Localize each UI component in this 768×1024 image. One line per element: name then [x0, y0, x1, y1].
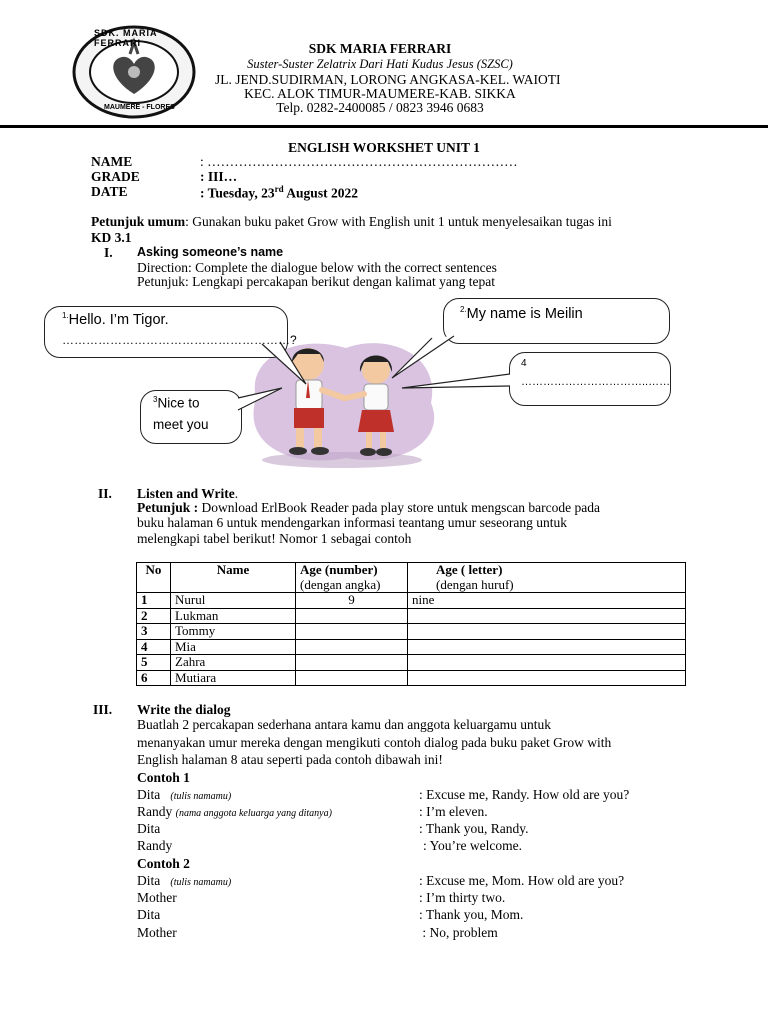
bubble-3-tail: [236, 386, 286, 416]
section-3-line-1: Buatlah 2 percakapan sederhana antara kamu dan anggota keluargamu untuk: [137, 717, 551, 732]
age-letter-cell[interactable]: [408, 608, 686, 624]
section-3-line-2: menanyakan umur mereka dengan mengikuti contoh dialog pada buku paket Grow with: [137, 735, 612, 750]
bubble-4-number: 4: [521, 358, 527, 369]
school-logo: [70, 24, 198, 120]
bubble-2-line-1: $^{2.}$My name is Meilin: [460, 305, 583, 322]
age-number-cell[interactable]: [296, 670, 408, 686]
section-1-title: Asking someone’s name: [137, 245, 284, 259]
age-letter-cell[interactable]: [408, 655, 686, 671]
grade-label: GRADE: [91, 169, 140, 184]
section-2-line-2: buku halaman 6 untuk mendengarkan informasi teantang umur seseorang untuk: [137, 515, 568, 530]
date-label: DATE: [91, 184, 128, 199]
age-number-cell[interactable]: [296, 608, 408, 624]
bubble-4-tail: [400, 372, 512, 392]
section-1-number: I.: [104, 245, 113, 260]
contoh-1-title: Contoh 1: [137, 770, 190, 785]
dialog-line: : Thank you, Randy.: [419, 821, 529, 836]
age-letter-cell[interactable]: [408, 639, 686, 655]
subheader-age-letter: (dengan huruf): [408, 578, 686, 593]
grade-value: : III…: [200, 169, 238, 184]
age-number-cell[interactable]: [296, 655, 408, 671]
age-number-cell[interactable]: [296, 639, 408, 655]
subheader-age-number: (dengan angka): [296, 578, 408, 593]
header-name: Name: [171, 563, 296, 578]
dialog-line: : Excuse me, Mom. How old are you?: [419, 873, 625, 888]
table-row: 4 Mia: [137, 639, 686, 655]
table-header-row: [137, 563, 686, 578]
bubble-1-line-1: $^{1.}$Hello. I’m Tigor.: [62, 311, 169, 328]
contoh-2-title: Contoh 2: [137, 856, 190, 871]
dialog-speaker: Dita: [137, 907, 161, 922]
table-row: 2 Lukman: [137, 608, 686, 624]
header-divider: [0, 125, 768, 128]
dialog-line: : I’m eleven.: [419, 804, 488, 819]
bubble-3-line-2: meet you: [153, 417, 209, 432]
table-row: 3 Tommy: [137, 624, 686, 640]
dialog-speaker: Randy (nama anggota keluarga yang ditanya): [137, 804, 332, 819]
dialog-speaker: Dita (tulis namamu): [137, 787, 232, 802]
school-name: SDK MARIA FERRARI: [308, 41, 452, 56]
section-3-number: III.: [93, 702, 113, 717]
section-1-petunjuk: Petunjuk: Lengkapi percakapan berikut dengan kalimat yang tepat: [137, 274, 496, 289]
dialog-line: : I’m thirty two.: [419, 890, 506, 905]
section-2-line-3: melengkapi tabel berikut! Nomor 1 sebagai contoh: [137, 531, 412, 546]
dialog-speaker: Mother: [137, 925, 177, 940]
bubble-3-line-1: $^3$Nice to: [153, 395, 200, 411]
general-instruction: Petunjuk umum: Gunakan buku paket Grow with English unit 1 untuk menyelesaikan tugas ini: [91, 214, 612, 229]
age-letter-cell[interactable]: [408, 624, 686, 640]
name-label: NAME: [91, 154, 133, 169]
bubble-4-answer-blank[interactable]: ……………………………..……: [521, 376, 671, 388]
bubble-1-tail: [260, 340, 310, 390]
dialog-line: : You’re welcome.: [423, 838, 522, 853]
address-line-1: JL. JEND.SUDIRMAN, LORONG ANGKASA-KEL. WAIOTI: [215, 72, 561, 87]
address-line-2: KEC. ALOK TIMUR-MAUMERE-KAB. SIKKA: [244, 86, 516, 101]
age-number-cell[interactable]: [296, 624, 408, 640]
table-row: 6 Mutiara: [137, 670, 686, 686]
congregation: Suster-Suster Zelatrix Dari Hati Kudus Jesus (SZSC): [247, 57, 513, 71]
dialog-line: : No, problem: [419, 925, 498, 940]
section-2-line-1: Petunjuk : Download ErlBook Reader pada play store untuk mengscan barcode pada: [137, 500, 601, 515]
name-field[interactable]: : ……………………………………………………………: [200, 154, 518, 169]
section-3-title: Write the dialog: [137, 702, 231, 717]
dialog-line: : Thank you, Mom.: [419, 907, 524, 922]
dialog-speaker: Randy: [137, 838, 173, 853]
kd-label: KD 3.1: [91, 230, 132, 245]
table-row: 5 Zahra: [137, 655, 686, 671]
age-table: [136, 562, 686, 686]
worksheet-title: ENGLISH WORKSHET UNIT 1: [288, 140, 480, 155]
section-2-number: II.: [98, 486, 112, 501]
dialog-line: : Excuse me, Randy. How old are you?: [419, 787, 630, 802]
bubble-1-answer-blank[interactable]: …………………………………………………?: [62, 333, 297, 347]
section-1-direction: Direction: Complete the dialogue below with the correct sentences: [137, 260, 497, 275]
logo-text-bottom: MAUMERE - FLORES: [104, 104, 175, 111]
header-age-number: Age (number): [296, 563, 408, 578]
dialog-speaker: Mother: [137, 890, 177, 905]
logo-text-top: SDK. MARIA FERRARI: [94, 28, 158, 48]
section-3-line-3: English halaman 8 atau seperti pada contoh dibawah ini!: [137, 752, 443, 767]
header-age-letter: Age ( letter): [408, 563, 686, 578]
table-row: 1 Nurul 9 nine: [137, 593, 686, 609]
table-subheader-row: [137, 578, 686, 593]
date-value: : Tuesday, 23rd August 2022: [200, 184, 358, 201]
header-no: No: [137, 563, 171, 578]
phone: Telp. 0282-2400085 / 0823 3946 0683: [276, 100, 484, 115]
dialog-speaker: Dita (tulis namamu): [137, 873, 232, 888]
age-letter-cell[interactable]: [408, 670, 686, 686]
dialog-speaker: Dita: [137, 821, 161, 836]
section-2-title: Listen and Write.: [137, 486, 239, 501]
